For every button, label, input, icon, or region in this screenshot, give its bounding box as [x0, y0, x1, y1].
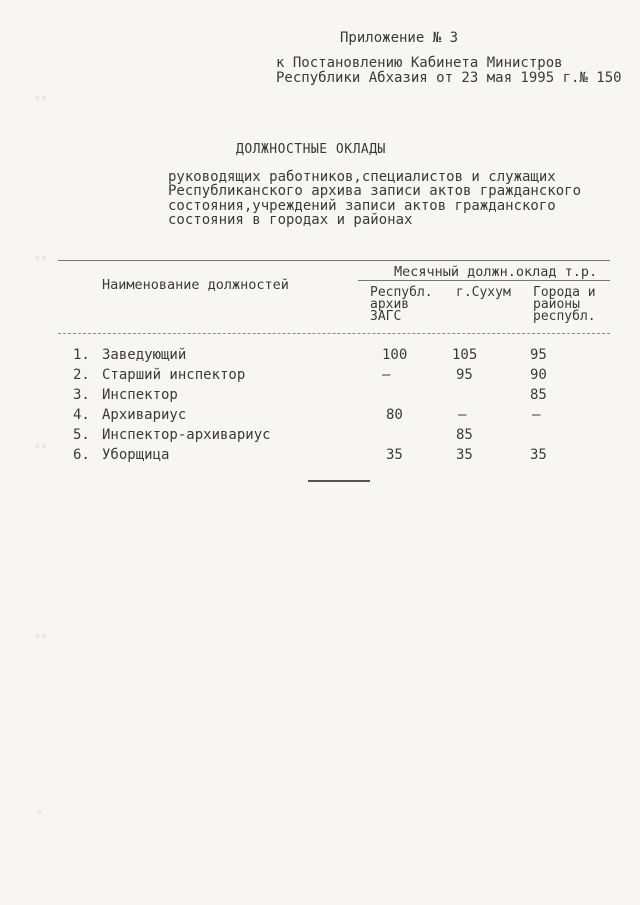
appendix-number: Приложение № 3	[340, 30, 459, 46]
position-name: Инспектор-архивариус	[102, 427, 271, 443]
subtitle-line: руководящих работников,специалистов и служащих	[168, 169, 556, 185]
sukhum-salary: 85	[456, 427, 473, 443]
row-number: 4.	[73, 407, 90, 423]
sukhum-salary: 35	[456, 447, 473, 463]
row-number: 5.	[73, 427, 90, 443]
subtitle-line: состояния,учреждений записи актов гражданского	[168, 198, 556, 214]
punch-hole-mark: ◦◦	[34, 630, 48, 643]
position-name: Архивариус	[102, 407, 187, 423]
position-name: Уборщица	[102, 447, 170, 463]
table-top-rule	[58, 260, 610, 261]
republic-archive-salary: 80	[386, 407, 403, 423]
sukhum-salary: 95	[456, 367, 473, 383]
cities-districts-salary: –	[532, 407, 541, 423]
subtitle-line: Республиканского архива записи актов гражданского	[168, 183, 582, 199]
position-column-header: Наименование должностей	[102, 277, 289, 293]
cities-districts-salary: 95	[530, 347, 547, 363]
republic-archive-salary: 100	[382, 347, 408, 363]
salary-header-rule	[358, 280, 610, 281]
position-name: Заведующий	[102, 347, 187, 363]
row-number: 6.	[73, 447, 90, 463]
republic-archive-salary: –	[382, 367, 391, 383]
row-number: 2.	[73, 367, 90, 383]
position-name: Инспектор	[102, 387, 178, 403]
republic-archive-salary: 35	[386, 447, 403, 463]
salary-column-header: Месячный должн.оклад т.р.	[394, 264, 598, 280]
sukhum-salary: 105	[452, 347, 478, 363]
punch-hole-mark: ◦◦	[34, 92, 48, 105]
punch-hole-mark: ◦	[36, 806, 43, 819]
document-title: ДОЛЖНОСТНЫЕ ОКЛАДЫ	[236, 142, 386, 157]
republic-archive-column-header: Республ. архив ЗАГС	[370, 285, 433, 324]
position-name: Старший инспектор	[102, 367, 246, 383]
subtitle-line: состояния в городах и районах	[168, 212, 413, 228]
cities-districts-salary: 85	[530, 387, 547, 403]
cities-districts-salary: 35	[530, 447, 547, 463]
punch-hole-mark: ◦◦	[34, 440, 48, 453]
cities-districts-salary: 90	[530, 367, 547, 383]
cities-districts-column-header: Города и районы республ.	[533, 285, 596, 324]
punch-hole-mark: ◦◦	[34, 252, 48, 265]
row-number: 3.	[73, 387, 90, 403]
sukhum-salary: –	[458, 407, 467, 423]
decree-reference-line1: к Постановлению Кабинета Министров	[276, 55, 563, 71]
row-number: 1.	[73, 347, 90, 363]
sukhum-column-header: г.Сухум	[456, 285, 511, 300]
closing-line	[308, 480, 370, 482]
decree-reference-line2: Республики Абхазия от 23 мая 1995 г.№ 150	[276, 70, 622, 86]
table-header-bottom-rule	[58, 333, 610, 334]
